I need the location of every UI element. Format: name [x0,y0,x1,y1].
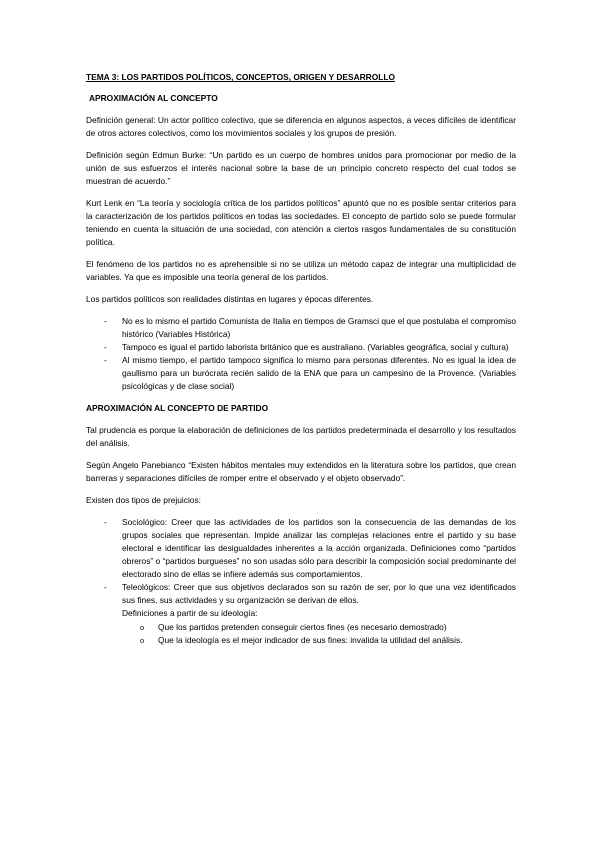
list-item [86,581,516,647]
dash-bullet: - [104,355,107,365]
section-heading-concepto: APROXIMACIÓN AL CONCEPTO [89,93,218,103]
paragraph-burke: Definición según Edmun Burke: “Un partido es un cuerpo de hombres unidos para promocionar por medio de la unión de sus esfuerzos el interés nacional sobre la base de un principio concreto respecto del cual todos se muestran de acuerdo.” [86,150,516,186]
dash-bullet: - [104,342,107,352]
dash-bullet: - [104,316,107,326]
paragraph-realidades: Los partidos políticos son realidades distintas en lugares y épocas diferentes. [86,294,374,304]
ideologia-sublist [122,621,516,647]
list-item [86,516,516,581]
paragraph-panebianco: Según Angelo Panebianco “Existen hábitos mentales muy extendidos en la literatura sobre los partidos, que crean barreras y separaciones difíciles de romper entre el observado y el objeto observado”. [86,460,516,483]
paragraph-definicion-general: Definición general: Un actor político colectivo, que se diferencia en algunos aspectos, a veces difíciles de identificar de otros actores colectivos, como los movimientos sociales y los grupos de presión. [86,115,516,138]
paragraph-prudencia: Tal prudencia es porque la elaboración de definiciones de los partidos predeterminada el desarrollo y los resultados del análisis. [86,425,516,448]
sublist-item [122,621,516,634]
list-item [86,341,516,354]
sublist-item [122,634,516,647]
list-item-text: Teleológicos: Creer que sus objetivos declarados son su razón de ser, por lo que una vez identificados sus fines, sus actividades y su organización se derivan de ellos. [122,582,516,605]
prejuicios-list [86,516,516,647]
list-item-text: Tampoco es igual el partido laborista británico que es australiano. (Variables geográfica, social y cultura) [122,342,509,352]
sublist-item-text: Que la ideología es el mejor indicador de sus fines: invalida la utilidad del análisis. [158,635,463,645]
document-title: TEMA 3: LOS PARTIDOS POLÍTICOS, CONCEPTOS, ORIGEN Y DESARROLLO [86,72,395,82]
paragraph-lenk: Kurt Lenk en “La teoría y sociología crítica de los partidos políticos” apuntó que no es posible sentar criterios para la caracterización de los partidos políticos en todas las sociedades. El concepto de partido solo se puede formular teniendo en cuenta la situación de una sociedad, con atención a ciertos rasgos fundamentales de su constitución política. [86,198,516,247]
list-item-text: Sociológico: Creer que las actividades de los partidos son la consecuencia de las demandas de los grupos sociales que representan. Impide analizar las complejas relaciones entre el partido y su base electoral e identificar las desigualdades inherentes a la acción organizada. Definiciones como “partidos obreros” o “partidos burgueses” no son usadas sólo para describir la composición social predominante del electorado sino de ellas se infiere además sus comportamientos. [122,517,516,579]
circle-bullet: o [140,623,145,632]
list-item [86,354,516,393]
document-body [86,71,516,656]
list-item-text: No es lo mismo el partido Comunista de Italia en tiempos de Gramsci que el que postulaba el compromiso histórico (Variables Histórica) [122,316,516,339]
dash-bullet: - [104,517,107,527]
variables-list [86,315,516,393]
sublist-item-text: Que los partidos pretenden conseguir ciertos fines (es necesario demostrado) [158,622,447,632]
dash-bullet: - [104,582,107,592]
section-heading-partido: APROXIMACIÓN AL CONCEPTO DE PARTIDO [86,403,269,413]
circle-bullet: o [140,636,145,645]
list-item [86,315,516,341]
paragraph-prejuicios: Existen dos tipos de prejuicios: [86,495,201,505]
list-item-text: Al mismo tiempo, el partido tampoco significa lo mismo para personas diferentes. No es igual la idea de gaullismo para un burócrata recién salido de la ENA que para un campesino de la Provence. (Variables psicológicas y de clase social) [122,355,516,391]
ideologia-note: Definiciones a partir de su ideología: [122,608,258,618]
paragraph-fenomeno: El fenómeno de los partidos no es aprehensible si no se utiliza un método capaz de integrar una multiplicidad de variables. Ya que es imposible una teoría general de los partidos. [86,259,516,282]
